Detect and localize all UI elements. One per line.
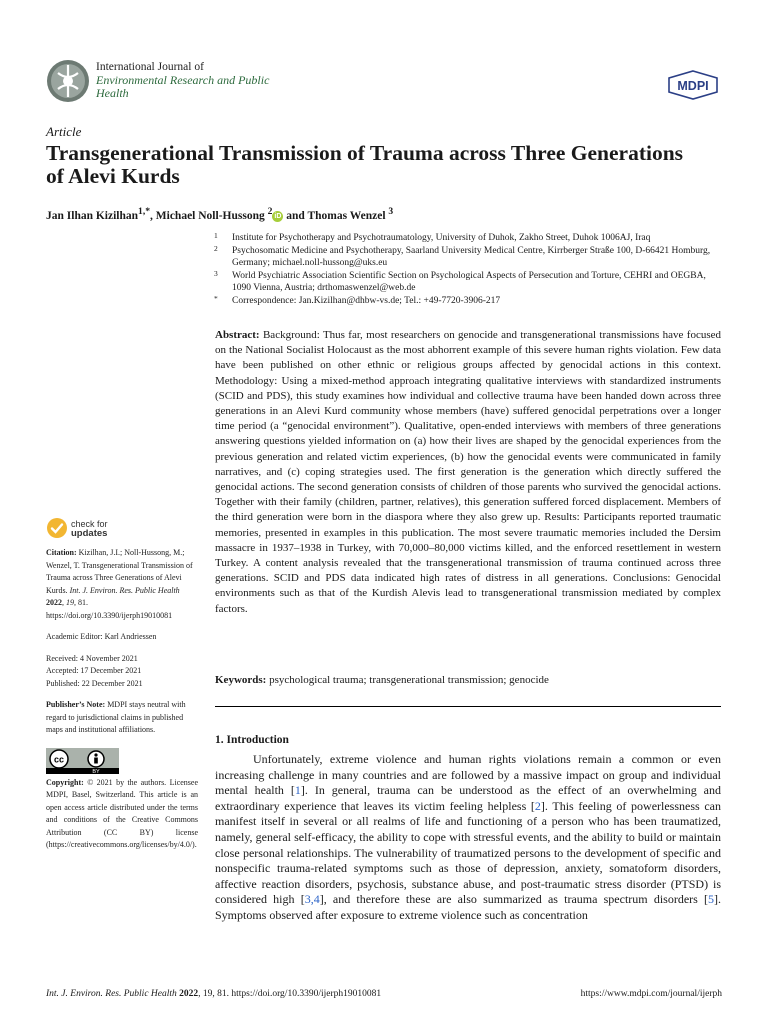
publisher-note-text: MDPI stays neutral with regard to jurisdictional claims in published maps and institutional affiliations. (46, 700, 186, 734)
abstract-label: Abstract: (215, 329, 260, 341)
citation-volume: 19 (66, 598, 74, 607)
author-affiliation-sup: 3 (388, 206, 394, 217)
footer-citation: Int. J. Environ. Res. Public Health 2022, 19, 81. https://doi.org/10.3390/ijerph19010081 (46, 989, 382, 999)
accepted-date: Accepted: 17 December 2021 (46, 666, 142, 675)
check-for-updates-label (71, 519, 108, 539)
received-date: Received: 4 November 2021 (46, 653, 138, 663)
keywords-text: psychological trauma; transgenerational transmission; genocide (269, 674, 549, 686)
intro-text: ]. In general, trauma can be understood as the effect of an overwhelming and extraordinary experience that leaves its victim feeling helpless [ (215, 783, 721, 813)
check-for-updates-icon (46, 517, 68, 539)
publisher-note (46, 699, 198, 737)
paper-title: Transgenerational Transmission of Trauma across Three Generations of Alevi Kurds (46, 141, 684, 188)
cc-by-text: BY (92, 768, 100, 774)
abstract-text: Background: Thus far, most researchers on genocide and transgenerational transmissions have focused on the National Socialist Holocaust as the most abhorrent example of this severe human rights violation. Few data have been published on other ethnic or religious groups affected by genocidal actions in this context. Methodology: Using a mixed-method approach integrating qualitative interviews with standardized instruments (SCID and PDS), this study examines how individual and collective trauma have been handed down across three generations in an Alevi Kurd community whose members (have) suffered genocidal perpetrations over a longer time period (a “genocidal environment”). Qualitative, open-ended interviews with members of three generations answering questions yielded information on (a) how their lives are shaped by the genocidal experiences from the previous generation and related victim experiences, (b) how the genocidal events were communicated in family narratives, and (c) coping strategies used. The first generation is the generation which directly suffered the genocidal actions. The second generation consists of children of those parents who survived the genocidal actions. Together with their family (children, partner, relatives), this generation suffered forced displacement. Members of the third generation were born in the diaspora where they also grew up. Results: Participants reported traumatic memories, presented in examples in this publication. The most severe traumatic memories included the Dersim massacre in 1937–1938 in Turkey, with 70,000–80,000 victims killed, and the enforced resettlement in western Turkey. A content analysis revealed that the transgenerational transmission of trauma continued across three generations. SCID and PDS data indicated high rates of distress in all generations. Conclusions: Genocidal environments such as that of the Kurdish Alevis lead to transgenerational transmission mediated by complex factors. (215, 329, 721, 615)
citation-link[interactable]: 3,4 (304, 892, 320, 907)
svg-text:cc: cc (53, 754, 65, 764)
mdpi-logo-text: MDPI (677, 79, 709, 93)
citation-link[interactable]: 1 (294, 783, 301, 798)
mdpi-logo-icon[interactable] (667, 70, 719, 100)
intro-paragraph (215, 752, 721, 924)
publisher-note-label: Publisher’s Note: (46, 700, 106, 709)
author-separator: and (283, 209, 308, 222)
intro-text: Unfortunately, extreme violence and human rights violations remain a common or even increasing challenge in many countries and are followed by a massive impact on group and individual mental health [ (215, 752, 721, 798)
affiliation-number: 1 (214, 231, 218, 240)
section-heading: 1. Introduction (215, 734, 289, 746)
intro-text: ], and therefore these are also summarized as trauma spectrum disorders [ (319, 892, 708, 907)
author-name[interactable]: Thomas Wenzel (307, 209, 386, 222)
author-affiliation-sup: 1,* (138, 206, 151, 217)
affiliation-text: Institute for Psychotherapy and Psychotraumatology, University of Duhok, Zakho Street, Duhok 1006AJ, Iraq (232, 233, 651, 243)
intro-text: ]. Symptoms observed after exposure to extreme violence such as concentration (215, 892, 721, 922)
keywords-label: Keywords: (215, 674, 267, 686)
affiliation-number: 3 (214, 268, 218, 278)
citation-block: Citation: Kizilhan, J.I.; Noll-Hussong, M.; Wenzel, T. Transgenerational Transmission of Trauma across Three Generations of Alevi Kurds. Int. J. Environ. Res. Public Health 2022, 19, 81. https://doi.org/10.3390/ijerph19010081 (46, 548, 193, 620)
affiliation-text: Psychosomatic Medicine and Psychotherapy, Saarland University Medical Centre, Kirrberger Straße 100, D-66421 Homburg, Germany; michael.noll-hussong@uks.eu (232, 245, 711, 268)
journal-emblem-icon (46, 59, 90, 103)
citation-year: 2022 (46, 598, 62, 607)
citation-journal: Int. J. Environ. Res. Public Health (69, 585, 180, 595)
check-updates-line2: updates (71, 528, 108, 539)
footer-journal-url[interactable]: https://www.mdpi.com/journal/ijerph (580, 989, 722, 999)
academic-editor: Academic Editor: Karl Andriessen (46, 632, 157, 641)
intro-text: ]. This feeling of powerlessness can manifest itself in several or all realms of life and functioning of a person who has been traumatized, namely, general self-efficacy, the ability to cope with stressful events, and the ability to build or maintain close personal relationships. The vulnerability of traumatized persons to the development of specific and nonspecific trauma-related symptoms such as those of depression, anxiety, somatoform disorders, affective reaction disorders, psychosis, substance abuse, and post-traumatic stress disorder (PTSD) is considered high [ (215, 798, 722, 907)
affiliation-item (214, 245, 724, 270)
citation-link[interactable]: 5 (708, 892, 714, 907)
citation-doi[interactable]: 81. https://doi.org/10.3390/ijerph19010081 (46, 598, 173, 620)
abstract (215, 328, 721, 617)
sidebar-metadata (46, 547, 198, 852)
correspondence-text: Correspondence: Jan.Kizilhan@dhbw-vs.de; Tel.: +49-7720-3906-217 (232, 295, 501, 306)
citation-link[interactable]: 2 (534, 798, 541, 813)
orcid-icon[interactable]: iD (274, 212, 282, 220)
affiliation-item (214, 270, 724, 295)
copyright-text: © 2021 by the authors. Licensee MDPI, Basel, Switzerland. This article is an open access article distributed under the terms and conditions of the Creative Commons Attribution (CC BY) license (https://creativecommons.org/licenses/by/4.0/). (46, 777, 199, 849)
check-updates-line1: check for (71, 519, 108, 529)
journal-intro: International Journal of (96, 61, 204, 73)
article-type: Article (46, 124, 82, 139)
cc-by-license-icon[interactable] (46, 748, 119, 774)
author-list (46, 206, 393, 222)
affiliation-item (214, 295, 724, 308)
citation-label: Citation: (46, 548, 77, 557)
affiliation-number: 2 (214, 243, 218, 253)
journal-name: Environmental Research and Public Health (96, 73, 270, 100)
affiliation-text: World Psychiatric Association Scientific Section on Psychological Aspects of Persecution and Torture, CEHRI and OEGBA, 1090 Vienna, Austria; drthomaswenzel@web.de (232, 270, 706, 293)
author-name[interactable]: Jan Ilhan Kizilhan (46, 209, 139, 222)
copyright-label: Copyright: (46, 777, 84, 787)
footer-journal: Int. J. Environ. Res. Public Health (46, 989, 177, 999)
check-for-updates-button[interactable] (46, 517, 146, 543)
section-divider (215, 706, 721, 707)
affiliation-item (214, 232, 724, 245)
footer-doi[interactable]: 19, 81. https://doi.org/10.3390/ijerph19010081 (202, 989, 382, 999)
affiliation-number: * (214, 293, 218, 303)
author-affiliation-sup: 2 (267, 206, 273, 217)
copyright-notice (46, 777, 198, 852)
published-date: Published: 22 December 2021 (46, 678, 143, 688)
citation-authors: Kizilhan, J.I.; Noll-Hussong, M.; Wenzel, T. Transgenerational Transmission of Trauma across Three Generations of Alevi Kurds. (46, 548, 193, 595)
keywords (215, 673, 721, 688)
affiliations (214, 232, 724, 307)
author-separator: , (150, 209, 156, 222)
author-name[interactable]: Michael Noll-Hussong (155, 209, 265, 222)
footer-year: 2022 (179, 989, 199, 999)
